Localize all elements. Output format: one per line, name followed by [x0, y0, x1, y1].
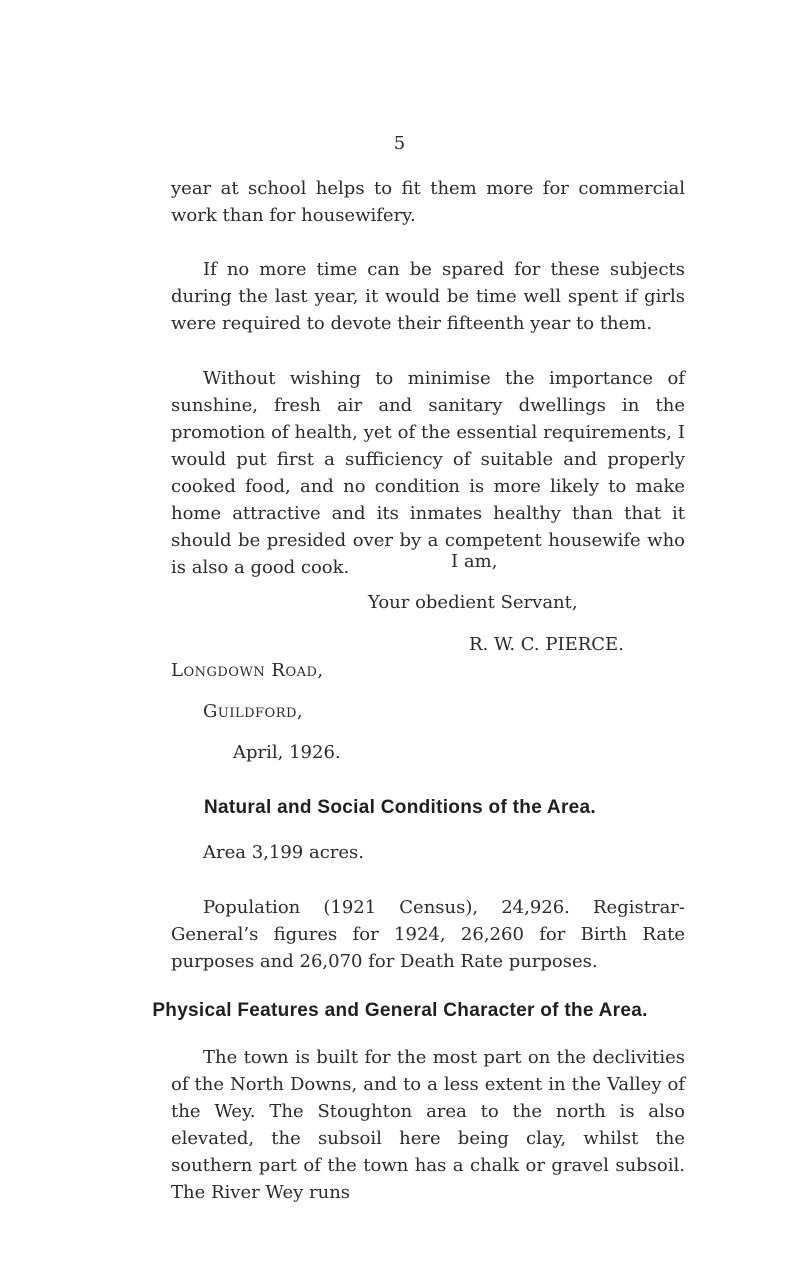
- paragraph-housewifery: year at school helps to fit them more for commercial work than for housewifery.: [171, 178, 685, 226]
- area-statement: Area 3,199 acres.: [203, 842, 364, 863]
- closing-i-am: I am,: [451, 551, 498, 572]
- paragraph-food: Without wishing to minimise the importance of sunshine, fresh air and sanitary dwellings in the promotion of health, yet of the essential requirements, I would put first a sufficiency of suitable and properly cooked food, and no condition is more likely to make home attractive and its inmates healthy than that it should be presided over by a competent housewife who is also a good cook.: [171, 368, 685, 578]
- signature: R. W. C. PIERCE.: [469, 634, 624, 655]
- paragraph-last-year: If no more time can be spared for these subjects during the last year, it would be time well spent if girls were required to devote their fifteenth year to them.: [171, 259, 685, 334]
- section-heading-natural-social: Natural and Social Conditions of the Area.: [204, 797, 596, 818]
- paragraph-physical-features: The town is built for the most part on the declivities of the North Downs, and to a less extent in the Valley of the Wey. The Stoughton area to the north is also elevated, the subsoil here being clay, whilst the southern part of the town has a chalk or gravel subsoil. The River Wey runs: [171, 1047, 685, 1203]
- address-town: Guildford,: [203, 701, 304, 722]
- address-date: April, 1926.: [233, 742, 341, 763]
- page-number: 5: [393, 133, 407, 154]
- section-heading-physical-features: Physical Features and General Character of the Area.: [152, 1000, 648, 1021]
- address-road: Longdown Road,: [171, 660, 324, 681]
- closing-servant: Your obedient Servant,: [368, 592, 578, 613]
- paragraph-population: Population (1921 Census), 24,926. Registrar-General’s figures for 1924, 26,260 for Birth Rate purposes and 26,070 for Death Rate purposes.: [171, 897, 685, 972]
